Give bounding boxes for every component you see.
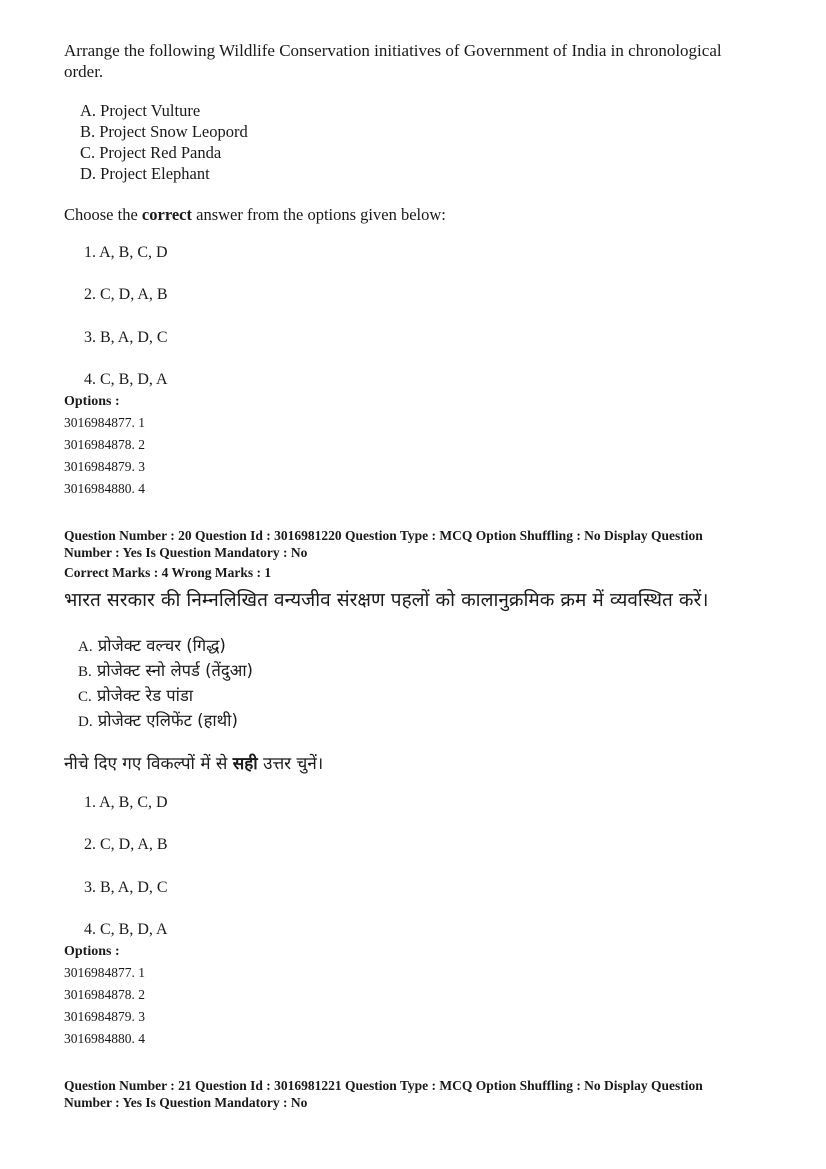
question-text-line-1: Arrange the following Wildlife Conservation initiatives of Government of India in chronological [64,41,722,60]
statement-a: A. Project Vulture [80,101,201,120]
q20-option-id-2: 3016984878. 2 [64,987,145,1002]
q20-choice-4: 4. C, B, D, A [84,921,168,938]
hindi-question-text: भारत सरकार की निम्नलिखित वन्यजीव संरक्षण पहलों को कालानुक्रमिक क्रम में व्यवस्थित करें। [64,589,709,611]
question-marks: Correct Marks : 4 Wrong Marks : 1 [64,565,272,580]
q20-choice-1: 1. A, B, C, D [84,794,168,811]
choice-1: 1. A, B, C, D [84,244,168,261]
options-label: Options : [64,394,120,409]
option-id-3: 3016984879. 3 [64,459,145,474]
hindi-statement-a: A. प्रोजेक्ट वल्चर (गिद्ध) [78,636,226,655]
q20-option-id-3: 3016984879. 3 [64,1009,145,1024]
q20-choice-3: 3. B, A, D, C [84,879,168,896]
q20-options-label: Options : [64,944,120,959]
choice-2: 2. C, D, A, B [84,286,168,303]
hindi-instruction: नीचे दिए गए विकल्पों में से सही उत्तर चुनें। [64,754,324,774]
question-meta-line-1: Question Number : 20 Question Id : 3016981220 Question Type : MCQ Option Shuffling : No Display Question [64,528,703,543]
option-id-2: 3016984878. 2 [64,437,145,452]
q21-meta-line-2: Number : Yes Is Question Mandatory : No [64,1095,308,1110]
q20-option-id-4: 3016984880. 4 [64,1031,145,1046]
q20-option-id-1: 3016984877. 1 [64,965,145,980]
choice-4: 4. C, B, D, A [84,371,168,388]
q21-meta-line-1: Question Number : 21 Question Id : 3016981221 Question Type : MCQ Option Shuffling : No Display Question [64,1078,703,1093]
statement-c: C. Project Red Panda [80,143,222,162]
hindi-statement-c: C. प्रोजेक्ट रेड पांडा [78,686,194,705]
option-id-1: 3016984877. 1 [64,415,145,430]
hindi-statement-b: B. प्रोजेक्ट स्नो लेपर्ड (तेंदुआ) [78,661,253,680]
hindi-statement-d: D. प्रोजेक्ट एलिफेंट (हाथी) [78,711,238,730]
question-meta-line-2: Number : Yes Is Question Mandatory : No [64,545,308,560]
question-text-line-2: order. [64,62,104,81]
statement-b: B. Project Snow Leopord [80,122,248,141]
q20-choice-2: 2. C, D, A, B [84,836,168,853]
choice-3: 3. B, A, D, C [84,329,168,346]
instruction: Choose the correct answer from the options given below: [64,205,446,224]
statement-d: D. Project Elephant [80,164,210,183]
option-id-4: 3016984880. 4 [64,481,145,496]
